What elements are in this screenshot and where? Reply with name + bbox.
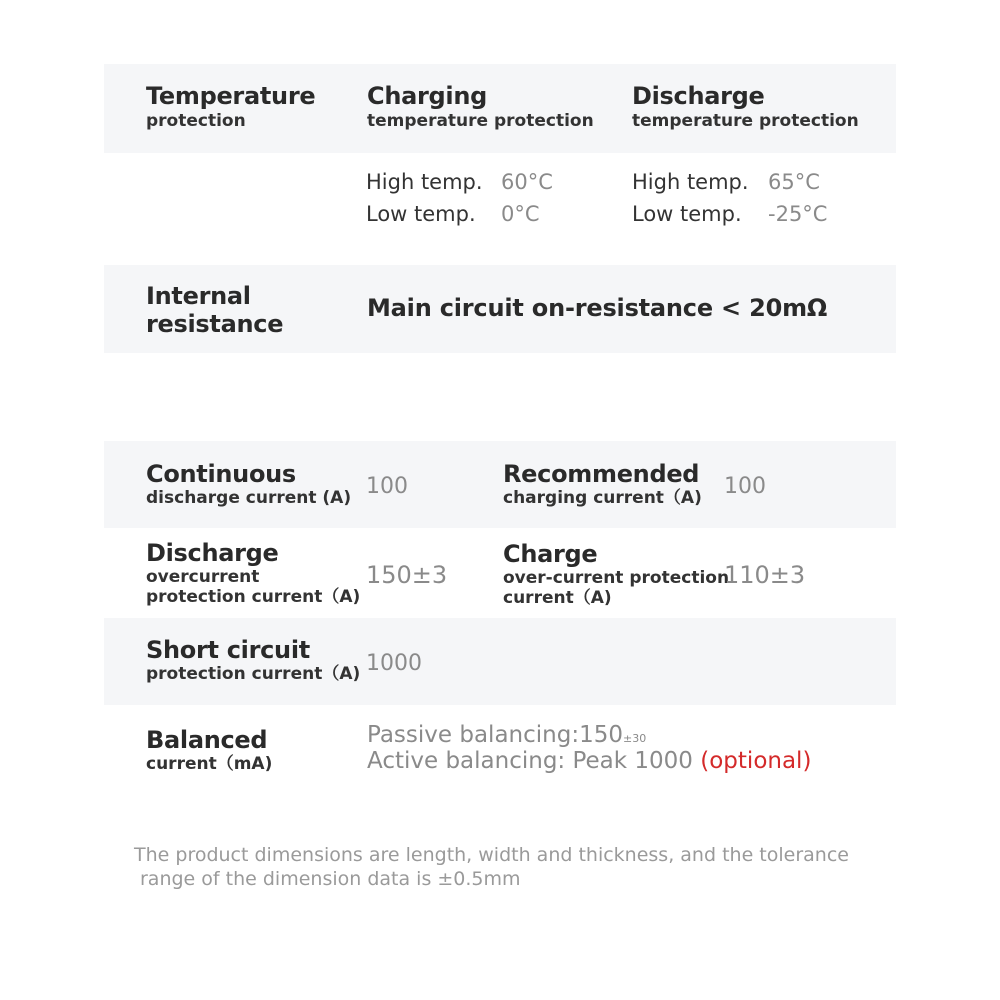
discharge-oc-value: 150±3 (366, 561, 448, 589)
recommended-value: 100 (724, 474, 766, 499)
discharge-subtitle: temperature protection (632, 111, 859, 131)
active-balancing-optional: (optional) (700, 748, 812, 774)
discharge-high-label: High temp. (632, 170, 749, 194)
continuous-title: Continuous (146, 460, 296, 488)
charging-high-label: High temp. (366, 170, 483, 194)
temperature-subtitle: protection (146, 111, 246, 131)
discharge-oc-title: Discharge (146, 539, 279, 567)
short-circuit-subtitle: protection current（A) (146, 664, 361, 684)
charge-oc-subtitle-line2: current（A) (503, 588, 612, 608)
passive-balancing-tolerance: ±30 (622, 732, 647, 745)
discharge-oc-subtitle-line2: protection current（A) (146, 587, 361, 607)
short-circuit-value: 1000 (366, 651, 422, 676)
charging-subtitle: temperature protection (367, 111, 594, 131)
footnote-line2: range of the dimension data is ±0.5mm (140, 868, 521, 890)
continuous-value: 100 (366, 474, 408, 499)
footnote-line1: The product dimensions are length, width and thickness, and the tolerance (134, 844, 849, 866)
balanced-title: Balanced (146, 726, 268, 754)
internal-resistance-title-line1: Internal (146, 282, 251, 310)
temperature-title: Temperature (146, 82, 316, 110)
continuous-subtitle: discharge current (A) (146, 488, 352, 508)
discharge-low-value: -25°C (768, 202, 828, 226)
active-balancing-label: Active balancing: Peak 1000 (367, 748, 693, 774)
balanced-subtitle: current（mA) (146, 754, 273, 774)
recommended-title: Recommended (503, 460, 700, 488)
discharge-high-value: 65°C (768, 170, 820, 194)
discharge-low-label: Low temp. (632, 202, 742, 226)
discharge-oc-subtitle-line1: overcurrent (146, 567, 260, 587)
charging-high-value: 60°C (501, 170, 553, 194)
passive-balancing-value: 150 (579, 722, 623, 748)
short-circuit-title: Short circuit (146, 636, 310, 664)
internal-resistance-title-line2: resistance (146, 310, 284, 338)
charging-title: Charging (367, 82, 488, 110)
charge-oc-subtitle-line1: over-current protection (503, 568, 730, 588)
active-balancing-line (367, 748, 811, 774)
charging-low-value: 0°C (501, 202, 540, 226)
charging-low-label: Low temp. (366, 202, 476, 226)
passive-balancing-label: Passive balancing: (367, 722, 580, 748)
charge-oc-value: 110±3 (724, 561, 806, 589)
charge-oc-title: Charge (503, 540, 598, 568)
passive-balancing-line (367, 722, 646, 748)
internal-resistance-value: Main circuit on-resistance < 20mΩ (367, 294, 828, 322)
recommended-subtitle: charging current（A) (503, 488, 702, 508)
discharge-title: Discharge (632, 82, 765, 110)
